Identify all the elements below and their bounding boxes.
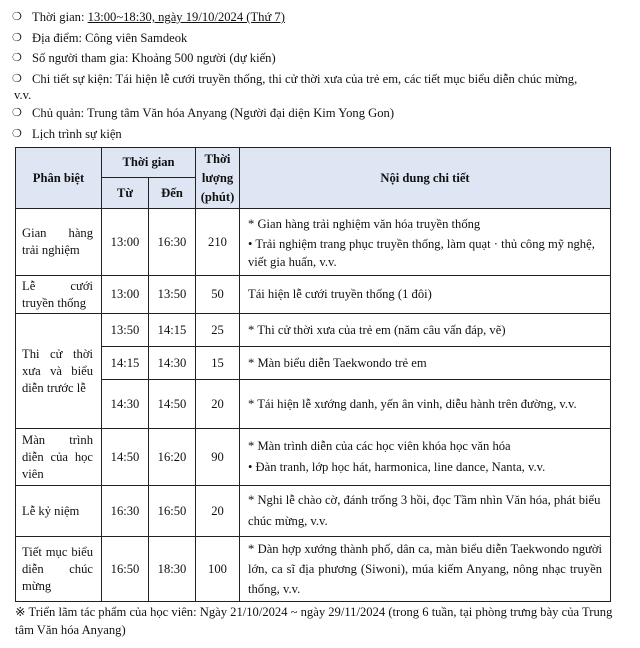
category-cell: Tiết mục biểu diễn chúc mừng xyxy=(16,537,102,602)
location-text: Địa điểm: Công viên Samdeok xyxy=(32,30,188,45)
to-cell: 16:20 xyxy=(149,429,196,486)
info-participants xyxy=(12,48,632,69)
footnote: ※ Triển lãm tác phẩm của học viên: Ngày 21/10/2024 ~ ngày 29/11/2024 (trong 6 tuần, tại phòng trưng bày của Trung tâm Văn hóa Anyang) xyxy=(15,605,613,637)
details-text: Chi tiết sự kiện: Tái hiện lễ cưới truyền thống, thi cử thời xưa của trẻ em, các tiết mục biểu diễn chúc mừng, xyxy=(32,71,578,86)
to-cell: 14:15 xyxy=(149,314,196,347)
to-cell: 18:30 xyxy=(149,537,196,602)
table-row xyxy=(16,429,611,486)
duration-cell: 210 xyxy=(196,209,240,276)
category-cell: Gian hàng trải nghiệm xyxy=(16,209,102,276)
to-cell: 13:50 xyxy=(149,276,196,314)
to-cell: 14:30 xyxy=(149,347,196,380)
from-cell: 14:30 xyxy=(102,380,149,429)
duration-cell: 90 xyxy=(196,429,240,486)
table-row xyxy=(16,537,611,602)
from-cell: 13:50 xyxy=(102,314,149,347)
content-line: * Màn trình diễn của các học viên khóa học văn hóa xyxy=(248,439,511,453)
category-cell: Lễ cưới truyền thống xyxy=(16,276,102,314)
header-category: Phân biệt xyxy=(16,148,102,209)
duration-cell: 15 xyxy=(196,347,240,380)
duration-cell: 20 xyxy=(196,380,240,429)
to-cell: 14:50 xyxy=(149,380,196,429)
from-cell: 13:00 xyxy=(102,276,149,314)
content-line: * Gian hàng trải nghiệm văn hóa truyền thống xyxy=(248,216,481,231)
bullet-circle-icon: ❍ xyxy=(12,11,22,23)
info-time xyxy=(12,7,632,28)
content-cell: Tái hiện lễ cưới truyền thống (1 đôi) xyxy=(240,276,611,314)
from-cell: 16:50 xyxy=(102,537,149,602)
participants-text: Số người tham gia: Khoảng 500 người (dự kiến) xyxy=(32,51,276,65)
table-row xyxy=(16,276,611,314)
header-duration: Thời lượng (phút) xyxy=(196,148,240,209)
duration-cell: 50 xyxy=(196,276,240,314)
content-cell: * Màn biểu diễn Taekwondo trẻ em xyxy=(240,347,611,380)
content-cell: * Dàn hợp xướng thành phố, dân ca, màn biểu diễn Taekwondo người lớn, ca sĩ địa phương (Siwoni), múa kiếm Anyang, nông nhạc truyền thống, v.v. xyxy=(240,537,611,602)
header-to: Đến xyxy=(149,178,196,209)
schedule-table xyxy=(15,147,611,602)
header-time: Thời gian xyxy=(102,148,196,178)
info-organizer xyxy=(12,103,632,124)
content-cell xyxy=(240,209,611,276)
bullet-circle-icon: ❍ xyxy=(12,127,22,140)
organizer-text: Chủ quản: Trung tâm Văn hóa Anyang (Người đại diện Kim Yong Gon) xyxy=(32,106,395,120)
bullet-circle-icon: ❍ xyxy=(12,31,22,44)
bullet-circle-icon: ❍ xyxy=(12,52,22,64)
content-line: • Đàn tranh, lớp học hát, harmonica, line dance, Nanta, v.v. xyxy=(248,460,546,474)
info-schedule xyxy=(12,124,632,145)
content-line: • Trải nghiệm trang phục truyền thống, làm quạt · thủ công mỹ nghệ, viết gia huấn, v.v. xyxy=(248,236,595,269)
info-details xyxy=(12,69,632,90)
table-row xyxy=(16,380,611,429)
duration-cell: 20 xyxy=(196,486,240,537)
bullet-circle-icon: ❍ xyxy=(12,107,22,119)
table-row xyxy=(16,347,611,380)
to-cell: 16:30 xyxy=(149,209,196,276)
content-cell: * Thi cử thời xưa của trẻ em (năm câu vấn đáp, vẽ) xyxy=(240,314,611,347)
header-from: Từ xyxy=(102,178,149,209)
duration-cell: 100 xyxy=(196,537,240,602)
from-cell: 14:50 xyxy=(102,429,149,486)
table-row xyxy=(16,209,611,276)
details-continuation: v.v. xyxy=(14,88,32,102)
to-cell: 16:50 xyxy=(149,486,196,537)
from-cell: 13:00 xyxy=(102,209,149,276)
table-row xyxy=(16,486,611,537)
category-cell: Lễ kỷ niệm xyxy=(16,486,102,537)
schedule-title: Lịch trình sự kiện xyxy=(32,126,122,141)
category-cell: Màn trình diễn của học viên xyxy=(16,429,102,486)
content-cell: * Tái hiện lễ xướng danh, yến ân vinh, diễu hành trên đường, v.v. xyxy=(240,380,611,429)
header-content: Nội dung chi tiết xyxy=(240,148,611,209)
time-value: 13:00~18:30, ngày 19/10/2024 (Thứ 7) xyxy=(87,10,285,24)
time-label: Thời gian: xyxy=(32,10,85,24)
info-location xyxy=(12,28,632,49)
content-cell: * Nghi lễ chào cờ, đánh trống 3 hồi, đọc Tầm nhìn Văn hóa, phát biểu chúc mừng, v.v. xyxy=(240,486,611,537)
event-info-list xyxy=(12,7,632,144)
duration-cell: 25 xyxy=(196,314,240,347)
category-cell: Thi cử thời xưa và biểu diễn trước lễ xyxy=(16,314,102,429)
table-row xyxy=(16,314,611,347)
bullet-circle-icon: ❍ xyxy=(12,72,22,85)
content-cell xyxy=(240,429,611,486)
from-cell: 16:30 xyxy=(102,486,149,537)
from-cell: 14:15 xyxy=(102,347,149,380)
